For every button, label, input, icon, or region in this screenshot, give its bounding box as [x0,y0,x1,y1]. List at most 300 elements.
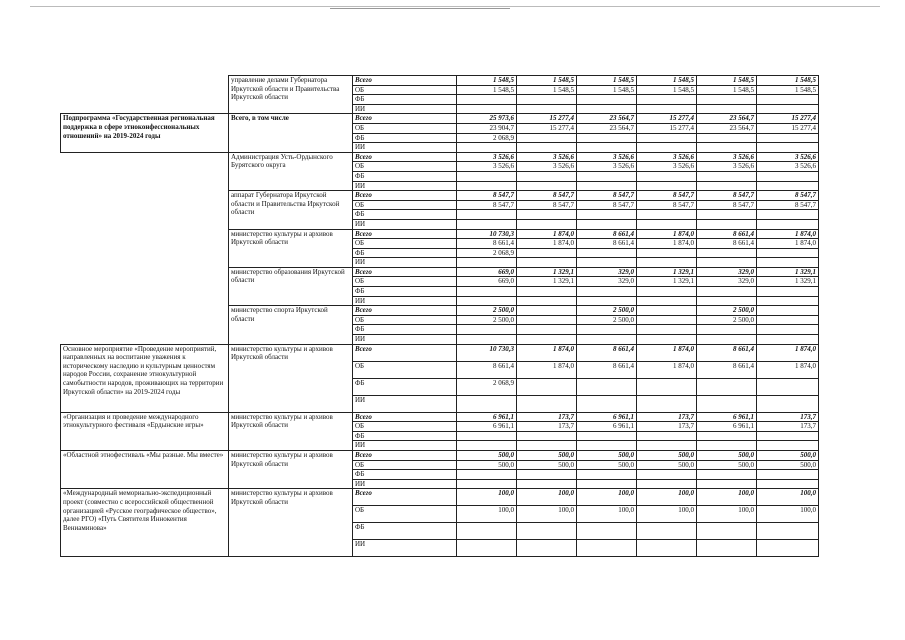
program-name-cell [61,191,229,229]
funding-source-cell: ФБ [353,470,457,480]
amount-cell: 8 547,7 [517,191,577,201]
funding-source-cell: ОБ [353,162,457,172]
amount-cell [517,181,577,191]
executor-cell: министерство культуры и архивов Иркутской области [229,412,353,450]
amount-cell [757,171,819,181]
amount-cell: 8 547,7 [637,191,697,201]
funding-source-cell: ОБ [353,422,457,432]
amount-cell: 1 548,5 [757,76,819,86]
amount-cell [457,523,517,540]
amount-cell: 173,7 [757,412,819,422]
amount-cell [457,287,517,297]
amount-cell [457,325,517,335]
amount-cell [577,441,637,451]
amount-cell [757,104,819,114]
amount-cell [517,306,577,316]
amount-cell [637,287,697,297]
program-name-cell [61,306,229,344]
amount-cell: 8 547,7 [457,191,517,201]
amount-cell [757,470,819,480]
amount-cell [757,219,819,229]
amount-cell: 500,0 [577,460,637,470]
amount-cell: 329,0 [697,267,757,277]
amount-cell: 2 068,9 [457,248,517,258]
amount-cell: 669,0 [457,277,517,287]
amount-cell [577,210,637,220]
amount-cell: 500,0 [757,451,819,461]
amount-cell [697,470,757,480]
amount-cell [637,306,697,316]
funding-source-cell: ИИ [353,296,457,306]
funding-source-cell: ФБ [353,133,457,143]
amount-cell: 1 874,0 [757,361,819,378]
amount-cell [577,296,637,306]
amount-cell [517,287,577,297]
table-row [61,412,819,422]
amount-cell: 23 564,7 [697,114,757,124]
amount-cell: 173,7 [637,422,697,432]
amount-cell: 2 500,0 [577,315,637,325]
funding-source-cell: ОБ [353,277,457,287]
amount-cell [697,181,757,191]
executor-cell: министерство культуры и архивов Иркутской области [229,229,353,267]
amount-cell: 3 526,6 [757,162,819,172]
amount-cell: 1 548,5 [457,76,517,86]
amount-cell: 15 277,4 [517,114,577,124]
funding-source-cell: ИИ [353,104,457,114]
funding-source-cell: Всего [353,267,457,277]
funding-source-cell: ФБ [353,248,457,258]
table-row [61,489,819,506]
executor-cell: Всего, в том числе [229,114,353,152]
amount-cell: 3 526,6 [517,152,577,162]
funding-source-cell: Всего [353,451,457,461]
amount-cell: 173,7 [757,422,819,432]
funding-source-cell: ФБ [353,523,457,540]
amount-cell [757,258,819,268]
amount-cell: 1 548,5 [457,85,517,95]
amount-cell [697,95,757,105]
amount-cell: 3 526,6 [457,162,517,172]
amount-cell [697,143,757,153]
table-row [61,344,819,361]
amount-cell: 173,7 [637,412,697,422]
amount-cell: 15 277,4 [757,114,819,124]
funding-source-cell: ИИ [353,181,457,191]
amount-cell [637,104,697,114]
amount-cell: 1 874,0 [517,239,577,249]
amount-cell: 6 961,1 [577,412,637,422]
amount-cell: 1 548,5 [757,85,819,95]
amount-cell [757,210,819,220]
amount-cell [577,219,637,229]
amount-cell [577,287,637,297]
funding-source-cell: ОБ [353,123,457,133]
amount-cell: 15 277,4 [757,123,819,133]
amount-cell [637,95,697,105]
amount-cell: 8 661,4 [697,239,757,249]
amount-cell [637,335,697,345]
amount-cell [637,143,697,153]
amount-cell [757,287,819,297]
amount-cell: 2 068,9 [457,133,517,143]
amount-cell [517,540,577,557]
amount-cell: 1 874,0 [637,239,697,249]
amount-cell [457,95,517,105]
amount-cell [697,378,757,395]
amount-cell [637,258,697,268]
budget-table [60,75,819,557]
amount-cell [577,523,637,540]
amount-cell [457,258,517,268]
funding-source-cell: ИИ [353,441,457,451]
amount-cell: 3 526,6 [457,152,517,162]
executor-cell: министерство культуры и архивов Иркутской области [229,344,353,412]
amount-cell [517,378,577,395]
amount-cell: 23 564,7 [577,114,637,124]
amount-cell [457,181,517,191]
amount-cell: 3 526,6 [697,162,757,172]
amount-cell: 1 874,0 [517,229,577,239]
amount-cell: 173,7 [517,412,577,422]
amount-cell [457,395,517,412]
amount-cell [637,523,697,540]
funding-source-cell: ФБ [353,431,457,441]
amount-cell [697,325,757,335]
amount-cell [517,171,577,181]
amount-cell: 100,0 [757,506,819,523]
amount-cell [517,258,577,268]
amount-cell [637,479,697,489]
executor-cell: министерство культуры и архивов Иркутской области [229,489,353,557]
amount-cell [637,219,697,229]
funding-source-cell: ФБ [353,287,457,297]
amount-cell [637,181,697,191]
amount-cell [577,171,637,181]
amount-cell: 329,0 [577,277,637,287]
amount-cell: 15 277,4 [637,123,697,133]
amount-cell [637,431,697,441]
amount-cell [517,143,577,153]
funding-source-cell: ИИ [353,143,457,153]
amount-cell: 3 526,6 [637,162,697,172]
amount-cell [637,441,697,451]
amount-cell [577,540,637,557]
amount-cell: 8 547,7 [577,200,637,210]
amount-cell [757,315,819,325]
funding-source-cell: ФБ [353,325,457,335]
amount-cell: 100,0 [697,506,757,523]
funding-source-cell: Всего [353,76,457,86]
amount-cell: 8 661,4 [577,229,637,239]
funding-source-cell: ИИ [353,540,457,557]
amount-cell [457,335,517,345]
table-row [61,76,819,86]
amount-cell: 6 961,1 [697,412,757,422]
amount-cell: 1 329,1 [757,277,819,287]
amount-cell [637,470,697,480]
amount-cell [517,210,577,220]
amount-cell: 500,0 [577,451,637,461]
amount-cell: 1 548,5 [697,85,757,95]
funding-source-cell: ИИ [353,219,457,229]
amount-cell: 8 661,4 [697,344,757,361]
executor-cell: министерство спорта Иркутской области [229,306,353,344]
funding-source-cell: ОБ [353,239,457,249]
amount-cell: 100,0 [517,489,577,506]
program-name-cell [61,76,229,114]
amount-cell [577,181,637,191]
funding-source-cell: ОБ [353,506,457,523]
amount-cell [517,441,577,451]
amount-cell [577,258,637,268]
amount-cell: 2 500,0 [697,306,757,316]
scan-edge-line [330,8,510,9]
amount-cell [457,441,517,451]
amount-cell: 8 547,7 [577,191,637,201]
amount-cell: 1 548,5 [517,76,577,86]
program-name-cell: Основное мероприятие «Проведение мероприятий, направленных на воспитание уважения к историческому наследию и культурным ценностям народов России, сохранение этнокультурной самобытности народов, проживающих на территории Иркутской области» на 2019-2024 годы [61,344,229,412]
funding-source-cell: Всего [353,306,457,316]
amount-cell: 6 961,1 [577,422,637,432]
amount-cell [517,315,577,325]
amount-cell: 1 548,5 [577,76,637,86]
amount-cell: 1 874,0 [757,229,819,239]
amount-cell [757,296,819,306]
amount-cell: 500,0 [457,460,517,470]
funding-source-cell: Всего [353,229,457,239]
amount-cell [637,395,697,412]
amount-cell: 1 874,0 [517,361,577,378]
amount-cell [577,335,637,345]
amount-cell: 8 547,7 [637,200,697,210]
funding-source-cell: ИИ [353,395,457,412]
amount-cell [517,335,577,345]
table-row [61,229,819,239]
amount-cell [457,171,517,181]
amount-cell [757,441,819,451]
amount-cell [457,540,517,557]
funding-source-cell: Всего [353,344,457,361]
amount-cell [637,296,697,306]
amount-cell: 2 500,0 [457,315,517,325]
funding-source-cell: ОБ [353,200,457,210]
amount-cell: 3 526,6 [577,162,637,172]
amount-cell: 2 500,0 [697,315,757,325]
amount-cell [457,296,517,306]
amount-cell: 1 329,1 [637,267,697,277]
executor-cell: аппарат Губернатора Иркутской области и Правительства Иркутской области [229,191,353,229]
funding-source-cell: ОБ [353,85,457,95]
program-name-cell [61,267,229,305]
amount-cell: 100,0 [577,489,637,506]
amount-cell [757,248,819,258]
amount-cell: 23 564,7 [577,123,637,133]
amount-cell: 100,0 [577,506,637,523]
amount-cell [757,306,819,316]
funding-source-cell: ФБ [353,95,457,105]
funding-source-cell: ИИ [353,479,457,489]
amount-cell: 3 526,6 [637,152,697,162]
amount-cell [757,540,819,557]
amount-cell [697,395,757,412]
amount-cell [637,133,697,143]
program-name-cell [61,152,229,190]
amount-cell: 1 874,0 [637,344,697,361]
amount-cell: 1 548,5 [577,85,637,95]
amount-cell [757,181,819,191]
amount-cell: 1 548,5 [637,76,697,86]
amount-cell [697,258,757,268]
amount-cell [577,325,637,335]
amount-cell: 173,7 [517,422,577,432]
amount-cell [577,470,637,480]
amount-cell [637,248,697,258]
amount-cell [697,104,757,114]
amount-cell: 1 548,5 [637,85,697,95]
amount-cell: 3 526,6 [577,152,637,162]
amount-cell: 500,0 [517,460,577,470]
amount-cell [517,523,577,540]
amount-cell: 500,0 [697,451,757,461]
amount-cell: 8 547,7 [457,200,517,210]
amount-cell: 500,0 [457,451,517,461]
table-row [61,451,819,461]
amount-cell: 6 961,1 [457,422,517,432]
amount-cell: 23 564,7 [697,123,757,133]
amount-cell [637,210,697,220]
amount-cell: 100,0 [457,506,517,523]
funding-source-cell: ОБ [353,315,457,325]
funding-source-cell: ОБ [353,361,457,378]
program-name-cell: «Международный мемориально-экспедиционный проект (совместно с всероссийской общественной организацией «Русское географическое общество», далее РГО) «Путь Святителя Иннокентия Вениаминова» [61,489,229,557]
amount-cell [697,287,757,297]
executor-cell: Администрация Усть-Ордынского Бурятского округа [229,152,353,190]
amount-cell: 1 548,5 [517,85,577,95]
amount-cell: 1 329,1 [757,267,819,277]
amount-cell: 6 961,1 [697,422,757,432]
amount-cell: 3 526,6 [697,152,757,162]
amount-cell [697,335,757,345]
amount-cell [637,315,697,325]
program-name-cell: «Областной этнофестиваль «Мы разные. Мы вместе» [61,451,229,489]
amount-cell: 2 068,9 [457,378,517,395]
amount-cell: 10 730,3 [457,344,517,361]
amount-cell [757,335,819,345]
amount-cell: 329,0 [577,267,637,277]
amount-cell: 8 547,7 [697,191,757,201]
executor-cell: министерство образования Иркутской области [229,267,353,305]
amount-cell: 329,0 [697,277,757,287]
amount-cell: 1 329,1 [637,277,697,287]
amount-cell: 100,0 [457,489,517,506]
amount-cell: 8 547,7 [697,200,757,210]
amount-cell: 1 548,5 [697,76,757,86]
amount-cell [577,395,637,412]
funding-source-cell: Всего [353,152,457,162]
program-name-cell: «Организация и проведение международного этнокультурного фестиваля «Ердынские игры» [61,412,229,450]
amount-cell [757,523,819,540]
amount-cell [697,479,757,489]
amount-cell: 23 904,7 [457,123,517,133]
amount-cell [637,171,697,181]
table-row [61,152,819,162]
program-name-cell: Подпрограмма «Государственная региональная поддержка в сфере этноконфессиональных отношений» на 2019-2024 годы [61,114,229,152]
amount-cell [457,431,517,441]
amount-cell [757,143,819,153]
amount-cell: 100,0 [757,489,819,506]
table-row [61,114,819,124]
amount-cell: 8 547,7 [517,200,577,210]
amount-cell: 25 973,6 [457,114,517,124]
amount-cell [577,104,637,114]
amount-cell: 1 874,0 [637,229,697,239]
scan-edge-line [30,6,880,7]
amount-cell [457,143,517,153]
amount-cell: 15 277,4 [517,123,577,133]
amount-cell [757,479,819,489]
amount-cell [517,95,577,105]
funding-source-cell: Всего [353,191,457,201]
funding-source-cell: Всего [353,114,457,124]
amount-cell [697,540,757,557]
amount-cell: 2 500,0 [457,306,517,316]
funding-source-cell: ФБ [353,210,457,220]
amount-cell: 8 661,4 [697,361,757,378]
amount-cell: 8 661,4 [577,344,637,361]
amount-cell [517,219,577,229]
amount-cell [577,133,637,143]
amount-cell: 3 526,6 [757,152,819,162]
budget-table-body [61,76,819,557]
amount-cell: 1 329,1 [517,267,577,277]
amount-cell [577,378,637,395]
amount-cell: 100,0 [697,489,757,506]
amount-cell: 100,0 [637,489,697,506]
amount-cell [757,431,819,441]
executor-cell: управление делами Губернатора Иркутской области и Правительства Иркутской области [229,76,353,114]
executor-cell: министерство культуры и архивов Иркутской области [229,451,353,489]
amount-cell: 500,0 [697,460,757,470]
amount-cell [457,210,517,220]
amount-cell [757,95,819,105]
amount-cell: 669,0 [457,267,517,277]
amount-cell: 100,0 [637,506,697,523]
amount-cell: 3 526,6 [517,162,577,172]
amount-cell [697,219,757,229]
amount-cell: 2 500,0 [577,306,637,316]
amount-cell [697,523,757,540]
amount-cell [517,470,577,480]
amount-cell [577,431,637,441]
amount-cell [757,325,819,335]
amount-cell [517,133,577,143]
amount-cell [757,133,819,143]
amount-cell: 6 961,1 [457,412,517,422]
amount-cell [577,479,637,489]
amount-cell: 8 661,4 [577,361,637,378]
table-row [61,191,819,201]
amount-cell [517,431,577,441]
amount-cell [457,104,517,114]
amount-cell: 500,0 [637,460,697,470]
amount-cell [697,431,757,441]
amount-cell [697,210,757,220]
amount-cell [757,378,819,395]
amount-cell [697,441,757,451]
table-row [61,267,819,277]
program-name-cell [61,229,229,267]
